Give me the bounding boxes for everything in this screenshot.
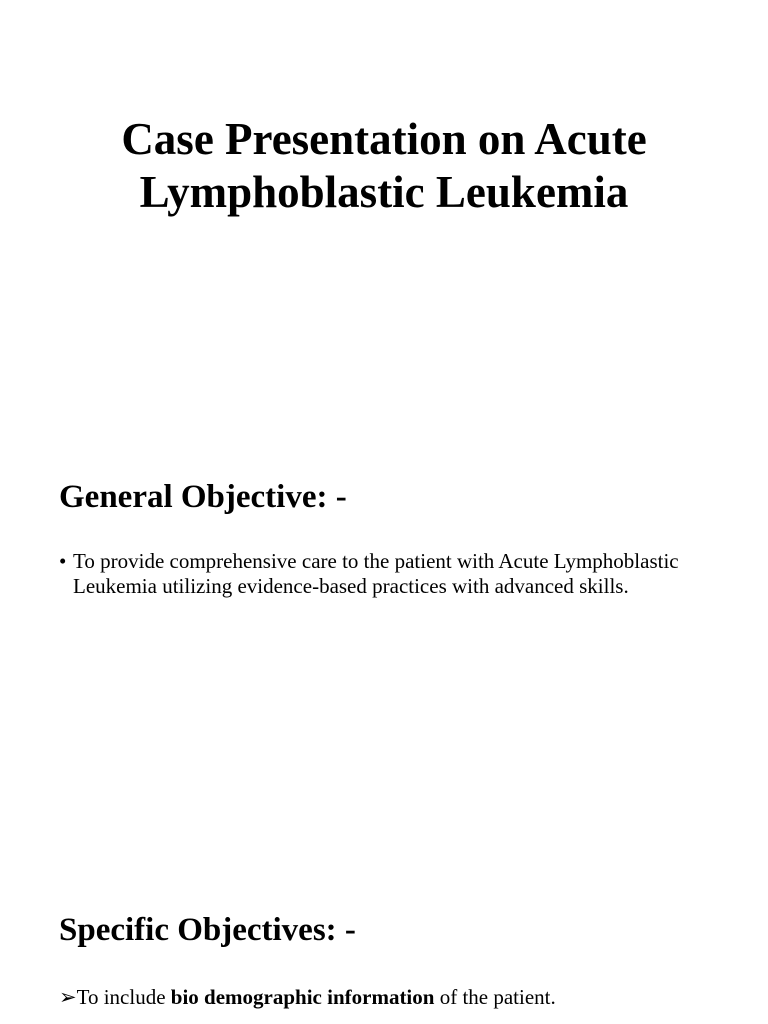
title-line-1: Case Presentation on Acute <box>121 114 647 164</box>
general-objective-heading <box>59 477 347 517</box>
general-objective-heading-label: General Objective <box>59 479 317 515</box>
arrow-bullet-icon: ➢ <box>59 985 77 1009</box>
page-title <box>0 113 768 219</box>
general-objective-heading-suffix: : - <box>316 479 347 515</box>
specific-objective-item-prefix: To include <box>76 985 171 1009</box>
general-objective-item-text: To provide comprehensive care to the patient with Acute Lymphoblastic Leukemia utilizing evidence-based practices with advanced skills. <box>73 549 679 598</box>
specific-objectives-heading: Specific Objectives: - <box>59 912 356 948</box>
specific-objective-item-suffix: of the patient. <box>434 985 556 1009</box>
general-objective-item <box>59 549 699 599</box>
bullet-icon: • <box>59 549 67 573</box>
specific-objective-item-bold: bio demographic information <box>170 985 435 1009</box>
title-line-2: Lymphoblastic Leukemia <box>139 167 629 217</box>
specific-objective-item <box>59 985 556 1010</box>
